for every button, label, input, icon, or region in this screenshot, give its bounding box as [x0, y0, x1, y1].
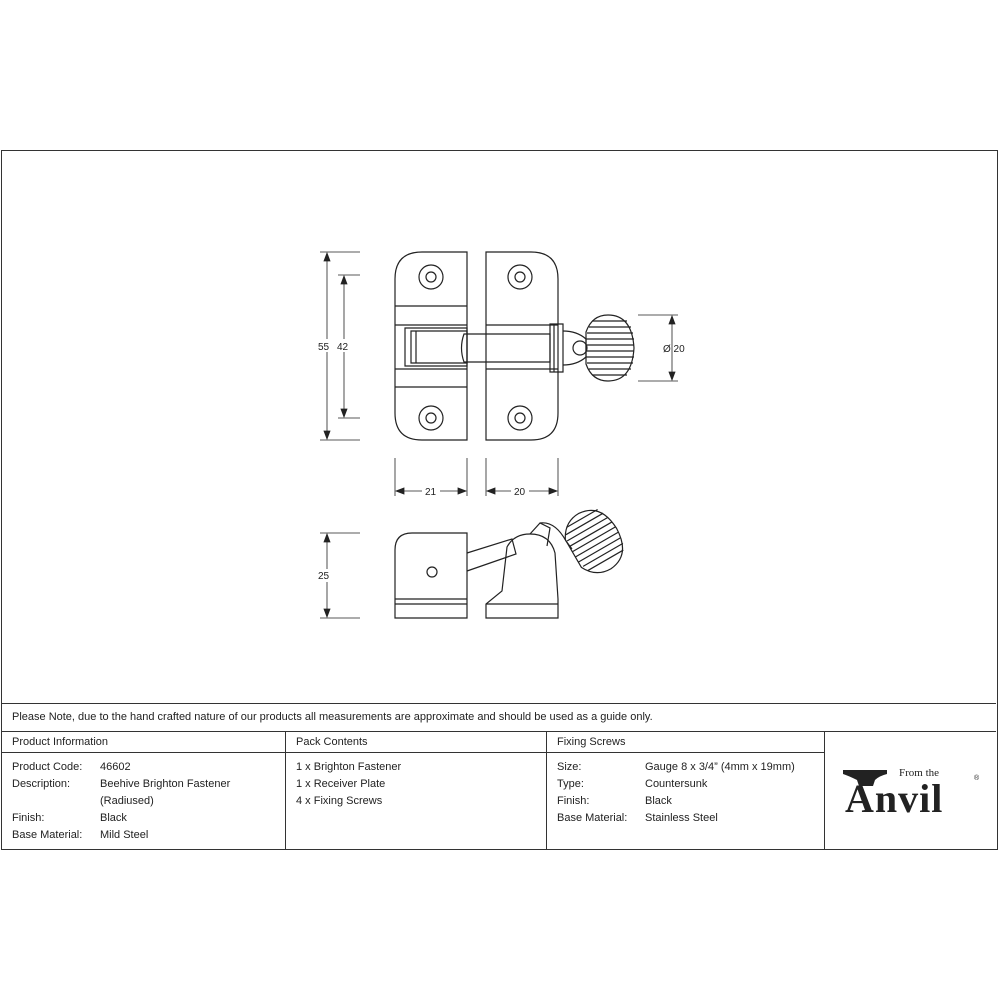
- screw-value: Stainless Steel: [645, 812, 718, 824]
- screw-label: Size:: [557, 761, 582, 773]
- product-drawing: [2, 151, 999, 703]
- pack-contents-header: Pack Contents: [286, 732, 546, 753]
- logo-brand: Anvil: [845, 776, 944, 821]
- info-label: Base Material:: [12, 829, 83, 841]
- dim-depth: 25: [318, 571, 330, 582]
- screw-hole-icon: [508, 265, 532, 289]
- receiver-side-outline: [395, 533, 467, 618]
- info-label: Product Code:: [12, 761, 83, 773]
- logo-panel: [825, 732, 996, 850]
- screw-hole-icon: [419, 265, 443, 289]
- dim-width-left: 21: [425, 487, 437, 498]
- product-information-panel: [2, 732, 286, 850]
- screw-value: Countersunk: [645, 778, 708, 790]
- pack-item: 4 x Fixing Screws: [296, 795, 383, 807]
- fixing-screws-panel: [547, 732, 825, 850]
- pack-item: 1 x Receiver Plate: [296, 778, 386, 790]
- pack-contents-panel: [286, 732, 547, 850]
- info-value: Beehive Brighton Fastener: [100, 778, 231, 790]
- info-value: (Radiused): [100, 795, 154, 807]
- product-information-header: Product Information: [2, 732, 285, 753]
- pack-item: 1 x Brighton Fastener: [296, 761, 402, 773]
- info-label: Description:: [12, 778, 71, 790]
- receiver-plate-outline: [395, 252, 467, 440]
- info-value: 46602: [100, 761, 131, 773]
- logo-registered: ®: [974, 775, 980, 782]
- screw-hole-icon: [508, 406, 532, 430]
- fixing-screws-header: Fixing Screws: [547, 732, 824, 753]
- screw-value: Gauge 8 x 3/4” (4mm x 19mm): [645, 761, 795, 773]
- dim-height-inner: 42: [337, 342, 349, 353]
- screw-label: Finish:: [557, 795, 590, 807]
- dim-knob-diameter: Ø 20: [663, 344, 685, 355]
- screw-label: Type:: [557, 778, 584, 790]
- beehive-knob-side-icon: [557, 501, 632, 581]
- info-value: Mild Steel: [100, 829, 149, 841]
- screw-label: Base Material:: [557, 812, 628, 824]
- disclaimer-note: Please Note, due to the hand crafted nature of our products all measurements are approximate and should be used as a guide only.: [2, 703, 996, 732]
- dim-height-outer: 55: [318, 342, 330, 353]
- beehive-knob-icon: [586, 315, 634, 381]
- info-value: Black: [100, 812, 127, 824]
- screw-hole-icon: [419, 406, 443, 430]
- info-label: Finish:: [12, 812, 45, 824]
- from-the-anvil-logo: [837, 756, 987, 826]
- dim-width-right: 20: [514, 487, 526, 498]
- fastener-plate-outline: [486, 252, 558, 440]
- fastener-side-outline: [486, 534, 558, 618]
- screw-value: Black: [645, 795, 672, 807]
- logo-from-the: From the: [899, 767, 940, 779]
- technical-drawing-sheet: [1, 150, 998, 850]
